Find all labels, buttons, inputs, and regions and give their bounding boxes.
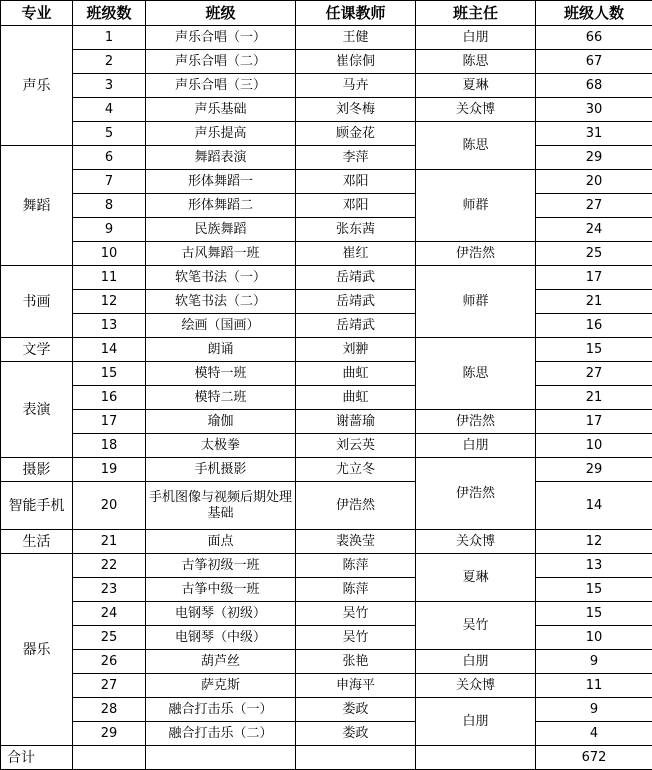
class-name-cell: 软笔书法（一） (146, 266, 296, 290)
teacher-cell: 刘云英 (296, 434, 416, 458)
empty-cell (416, 746, 536, 770)
teacher-cell: 申海平 (296, 674, 416, 698)
table-row (1, 194, 652, 218)
major-cell: 摄影 (1, 458, 73, 482)
class-size-cell: 12 (536, 530, 652, 554)
head-teacher-cell: 师群 (416, 266, 536, 338)
class-name-cell: 民族舞蹈 (146, 218, 296, 242)
teacher-cell: 吴竹 (296, 626, 416, 650)
head-teacher-cell: 关众博 (416, 674, 536, 698)
class-size-cell: 21 (536, 290, 652, 314)
teacher-cell: 李萍 (296, 146, 416, 170)
header-teacher: 任课教师 (296, 1, 416, 26)
class-size-cell: 20 (536, 170, 652, 194)
class-name-cell: 模特一班 (146, 362, 296, 386)
class-size-cell: 15 (536, 338, 652, 362)
class-no-cell: 10 (73, 242, 146, 266)
major-cell: 舞蹈 (1, 146, 73, 266)
teacher-cell: 刘冬梅 (296, 98, 416, 122)
header-class-name: 班级 (146, 1, 296, 26)
empty-cell (73, 746, 146, 770)
class-no-cell: 21 (73, 530, 146, 554)
head-teacher-cell: 陈思 (416, 122, 536, 170)
class-no-cell: 28 (73, 698, 146, 722)
class-name-cell: 古风舞蹈一班 (146, 242, 296, 266)
head-teacher-cell: 伊浩然 (416, 242, 536, 266)
class-size-cell: 9 (536, 650, 652, 674)
class-no-cell: 20 (73, 482, 146, 530)
empty-cell (146, 746, 296, 770)
head-teacher-cell: 夏琳 (416, 74, 536, 98)
teacher-cell: 崔倧侗 (296, 50, 416, 74)
class-no-cell: 25 (73, 626, 146, 650)
table-row (1, 146, 652, 170)
teacher-cell: 曲虹 (296, 386, 416, 410)
class-name-cell: 电钢琴（中级） (146, 626, 296, 650)
total-label: 合计 (1, 746, 73, 770)
class-no-cell: 8 (73, 194, 146, 218)
table-row (1, 122, 652, 146)
class-size-cell: 66 (536, 26, 652, 50)
class-name-cell: 古筝初级一班 (146, 554, 296, 578)
class-no-cell: 6 (73, 146, 146, 170)
class-name-cell: 朗诵 (146, 338, 296, 362)
table-row (1, 314, 652, 338)
class-no-cell: 18 (73, 434, 146, 458)
major-cell: 声乐 (1, 26, 73, 146)
table-row (1, 698, 652, 722)
head-teacher-cell: 伊浩然 (416, 410, 536, 434)
class-size-cell: 25 (536, 242, 652, 266)
teacher-cell: 岳靖武 (296, 290, 416, 314)
class-name-cell: 模特二班 (146, 386, 296, 410)
class-no-cell: 26 (73, 650, 146, 674)
class-name-cell: 声乐合唱（二） (146, 50, 296, 74)
class-size-cell: 11 (536, 674, 652, 698)
class-no-cell: 19 (73, 458, 146, 482)
class-size-cell: 27 (536, 362, 652, 386)
class-name-cell: 形体舞蹈一 (146, 170, 296, 194)
class-size-cell: 9 (536, 698, 652, 722)
header-row (1, 1, 652, 26)
teacher-cell: 邓阳 (296, 170, 416, 194)
class-size-cell: 4 (536, 722, 652, 746)
class-size-cell: 68 (536, 74, 652, 98)
teacher-cell: 岳靖武 (296, 266, 416, 290)
class-no-cell: 16 (73, 386, 146, 410)
table-row (1, 650, 652, 674)
empty-cell (296, 746, 416, 770)
header-head-teacher: 班主任 (416, 1, 536, 26)
table-row (1, 434, 652, 458)
class-no-cell: 15 (73, 362, 146, 386)
class-name-cell: 电钢琴（初级） (146, 602, 296, 626)
head-teacher-cell: 陈思 (416, 50, 536, 74)
total-row (1, 746, 652, 770)
major-cell: 文学 (1, 338, 73, 362)
table-row (1, 338, 652, 362)
major-cell: 智能手机 (1, 482, 73, 530)
major-cell: 表演 (1, 362, 73, 458)
teacher-cell: 曲虹 (296, 362, 416, 386)
class-name-cell: 葫芦丝 (146, 650, 296, 674)
head-teacher-cell: 夏琳 (416, 554, 536, 602)
table-row (1, 218, 652, 242)
class-no-cell: 9 (73, 218, 146, 242)
teacher-cell: 尤立冬 (296, 458, 416, 482)
teacher-cell: 马卉 (296, 74, 416, 98)
table-row (1, 170, 652, 194)
class-no-cell: 24 (73, 602, 146, 626)
teacher-cell: 伊浩然 (296, 482, 416, 530)
major-cell: 生活 (1, 530, 73, 554)
table-row (1, 482, 652, 530)
head-teacher-cell: 关众博 (416, 530, 536, 554)
class-no-cell: 22 (73, 554, 146, 578)
teacher-cell: 娄政 (296, 722, 416, 746)
class-no-cell: 1 (73, 26, 146, 50)
table-row (1, 530, 652, 554)
teacher-cell: 张东茜 (296, 218, 416, 242)
head-teacher-cell: 白朋 (416, 650, 536, 674)
class-name-cell: 声乐提高 (146, 122, 296, 146)
teacher-cell: 裴涣莹 (296, 530, 416, 554)
class-size-cell: 30 (536, 98, 652, 122)
head-teacher-cell: 伊浩然 (416, 458, 536, 530)
class-name-cell: 形体舞蹈二 (146, 194, 296, 218)
class-size-cell: 31 (536, 122, 652, 146)
class-no-cell: 3 (73, 74, 146, 98)
class-no-cell: 7 (73, 170, 146, 194)
class-size-cell: 10 (536, 626, 652, 650)
class-name-cell: 手机图像与视频后期处理基础 (146, 482, 296, 530)
class-size-cell: 15 (536, 602, 652, 626)
teacher-cell: 吴竹 (296, 602, 416, 626)
class-no-cell: 12 (73, 290, 146, 314)
class-name-cell: 融合打击乐（一） (146, 698, 296, 722)
class-name-cell: 瑜伽 (146, 410, 296, 434)
class-no-cell: 17 (73, 410, 146, 434)
class-size-cell: 17 (536, 410, 652, 434)
class-size-cell: 67 (536, 50, 652, 74)
table-row (1, 554, 652, 578)
class-no-cell: 27 (73, 674, 146, 698)
class-size-cell: 16 (536, 314, 652, 338)
class-size-cell: 10 (536, 434, 652, 458)
class-name-cell: 声乐基础 (146, 98, 296, 122)
table-row (1, 50, 652, 74)
header-class-no: 班级数 (73, 1, 146, 26)
table-row (1, 722, 652, 746)
class-name-cell: 太极拳 (146, 434, 296, 458)
teacher-cell: 陈萍 (296, 554, 416, 578)
class-no-cell: 5 (73, 122, 146, 146)
class-size-cell: 27 (536, 194, 652, 218)
class-name-cell: 面点 (146, 530, 296, 554)
class-size-cell: 21 (536, 386, 652, 410)
table-row (1, 602, 652, 626)
head-teacher-cell: 白朋 (416, 434, 536, 458)
class-no-cell: 13 (73, 314, 146, 338)
teacher-cell: 谢蔷瑜 (296, 410, 416, 434)
head-teacher-cell: 吴竹 (416, 602, 536, 650)
class-name-cell: 萨克斯 (146, 674, 296, 698)
major-cell: 书画 (1, 266, 73, 338)
table-row (1, 674, 652, 698)
table-row (1, 410, 652, 434)
class-size-cell: 24 (536, 218, 652, 242)
class-no-cell: 29 (73, 722, 146, 746)
total-size-cell: 672 (536, 746, 652, 770)
head-teacher-cell: 师群 (416, 170, 536, 242)
class-no-cell: 23 (73, 578, 146, 602)
class-no-cell: 2 (73, 50, 146, 74)
class-size-cell: 14 (536, 482, 652, 530)
class-name-cell: 软笔书法（二） (146, 290, 296, 314)
table-row (1, 26, 652, 50)
major-cell: 器乐 (1, 554, 73, 746)
table-row (1, 242, 652, 266)
head-teacher-cell: 陈思 (416, 338, 536, 410)
class-no-cell: 4 (73, 98, 146, 122)
class-name-cell: 绘画（国画） (146, 314, 296, 338)
teacher-cell: 王健 (296, 26, 416, 50)
teacher-cell: 顾金花 (296, 122, 416, 146)
table-row (1, 626, 652, 650)
class-size-cell: 29 (536, 146, 652, 170)
head-teacher-cell: 白朋 (416, 26, 536, 50)
teacher-cell: 邓阳 (296, 194, 416, 218)
class-name-cell: 手机摄影 (146, 458, 296, 482)
teacher-cell: 娄政 (296, 698, 416, 722)
table-row (1, 98, 652, 122)
class-name-cell: 舞蹈表演 (146, 146, 296, 170)
table-row (1, 362, 652, 386)
head-teacher-cell: 白朋 (416, 698, 536, 746)
class-no-cell: 11 (73, 266, 146, 290)
teacher-cell: 刘翀 (296, 338, 416, 362)
class-no-cell: 14 (73, 338, 146, 362)
class-name-cell: 声乐合唱（一） (146, 26, 296, 50)
table-row (1, 290, 652, 314)
teacher-cell: 张艳 (296, 650, 416, 674)
teacher-cell: 陈萍 (296, 578, 416, 602)
table-row (1, 458, 652, 482)
table-row (1, 266, 652, 290)
table-row (1, 74, 652, 98)
class-name-cell: 声乐合唱（三） (146, 74, 296, 98)
teacher-cell: 岳靖武 (296, 314, 416, 338)
teacher-cell: 崔红 (296, 242, 416, 266)
header-major: 专业 (1, 1, 73, 26)
header-class-size: 班级人数 (536, 1, 652, 26)
class-size-cell: 13 (536, 554, 652, 578)
class-size-cell: 17 (536, 266, 652, 290)
head-teacher-cell: 关众博 (416, 98, 536, 122)
class-size-cell: 29 (536, 458, 652, 482)
class-name-cell: 融合打击乐（二） (146, 722, 296, 746)
class-size-cell: 15 (536, 578, 652, 602)
class-name-cell: 古筝中级一班 (146, 578, 296, 602)
table-row (1, 386, 652, 410)
table-row (1, 578, 652, 602)
